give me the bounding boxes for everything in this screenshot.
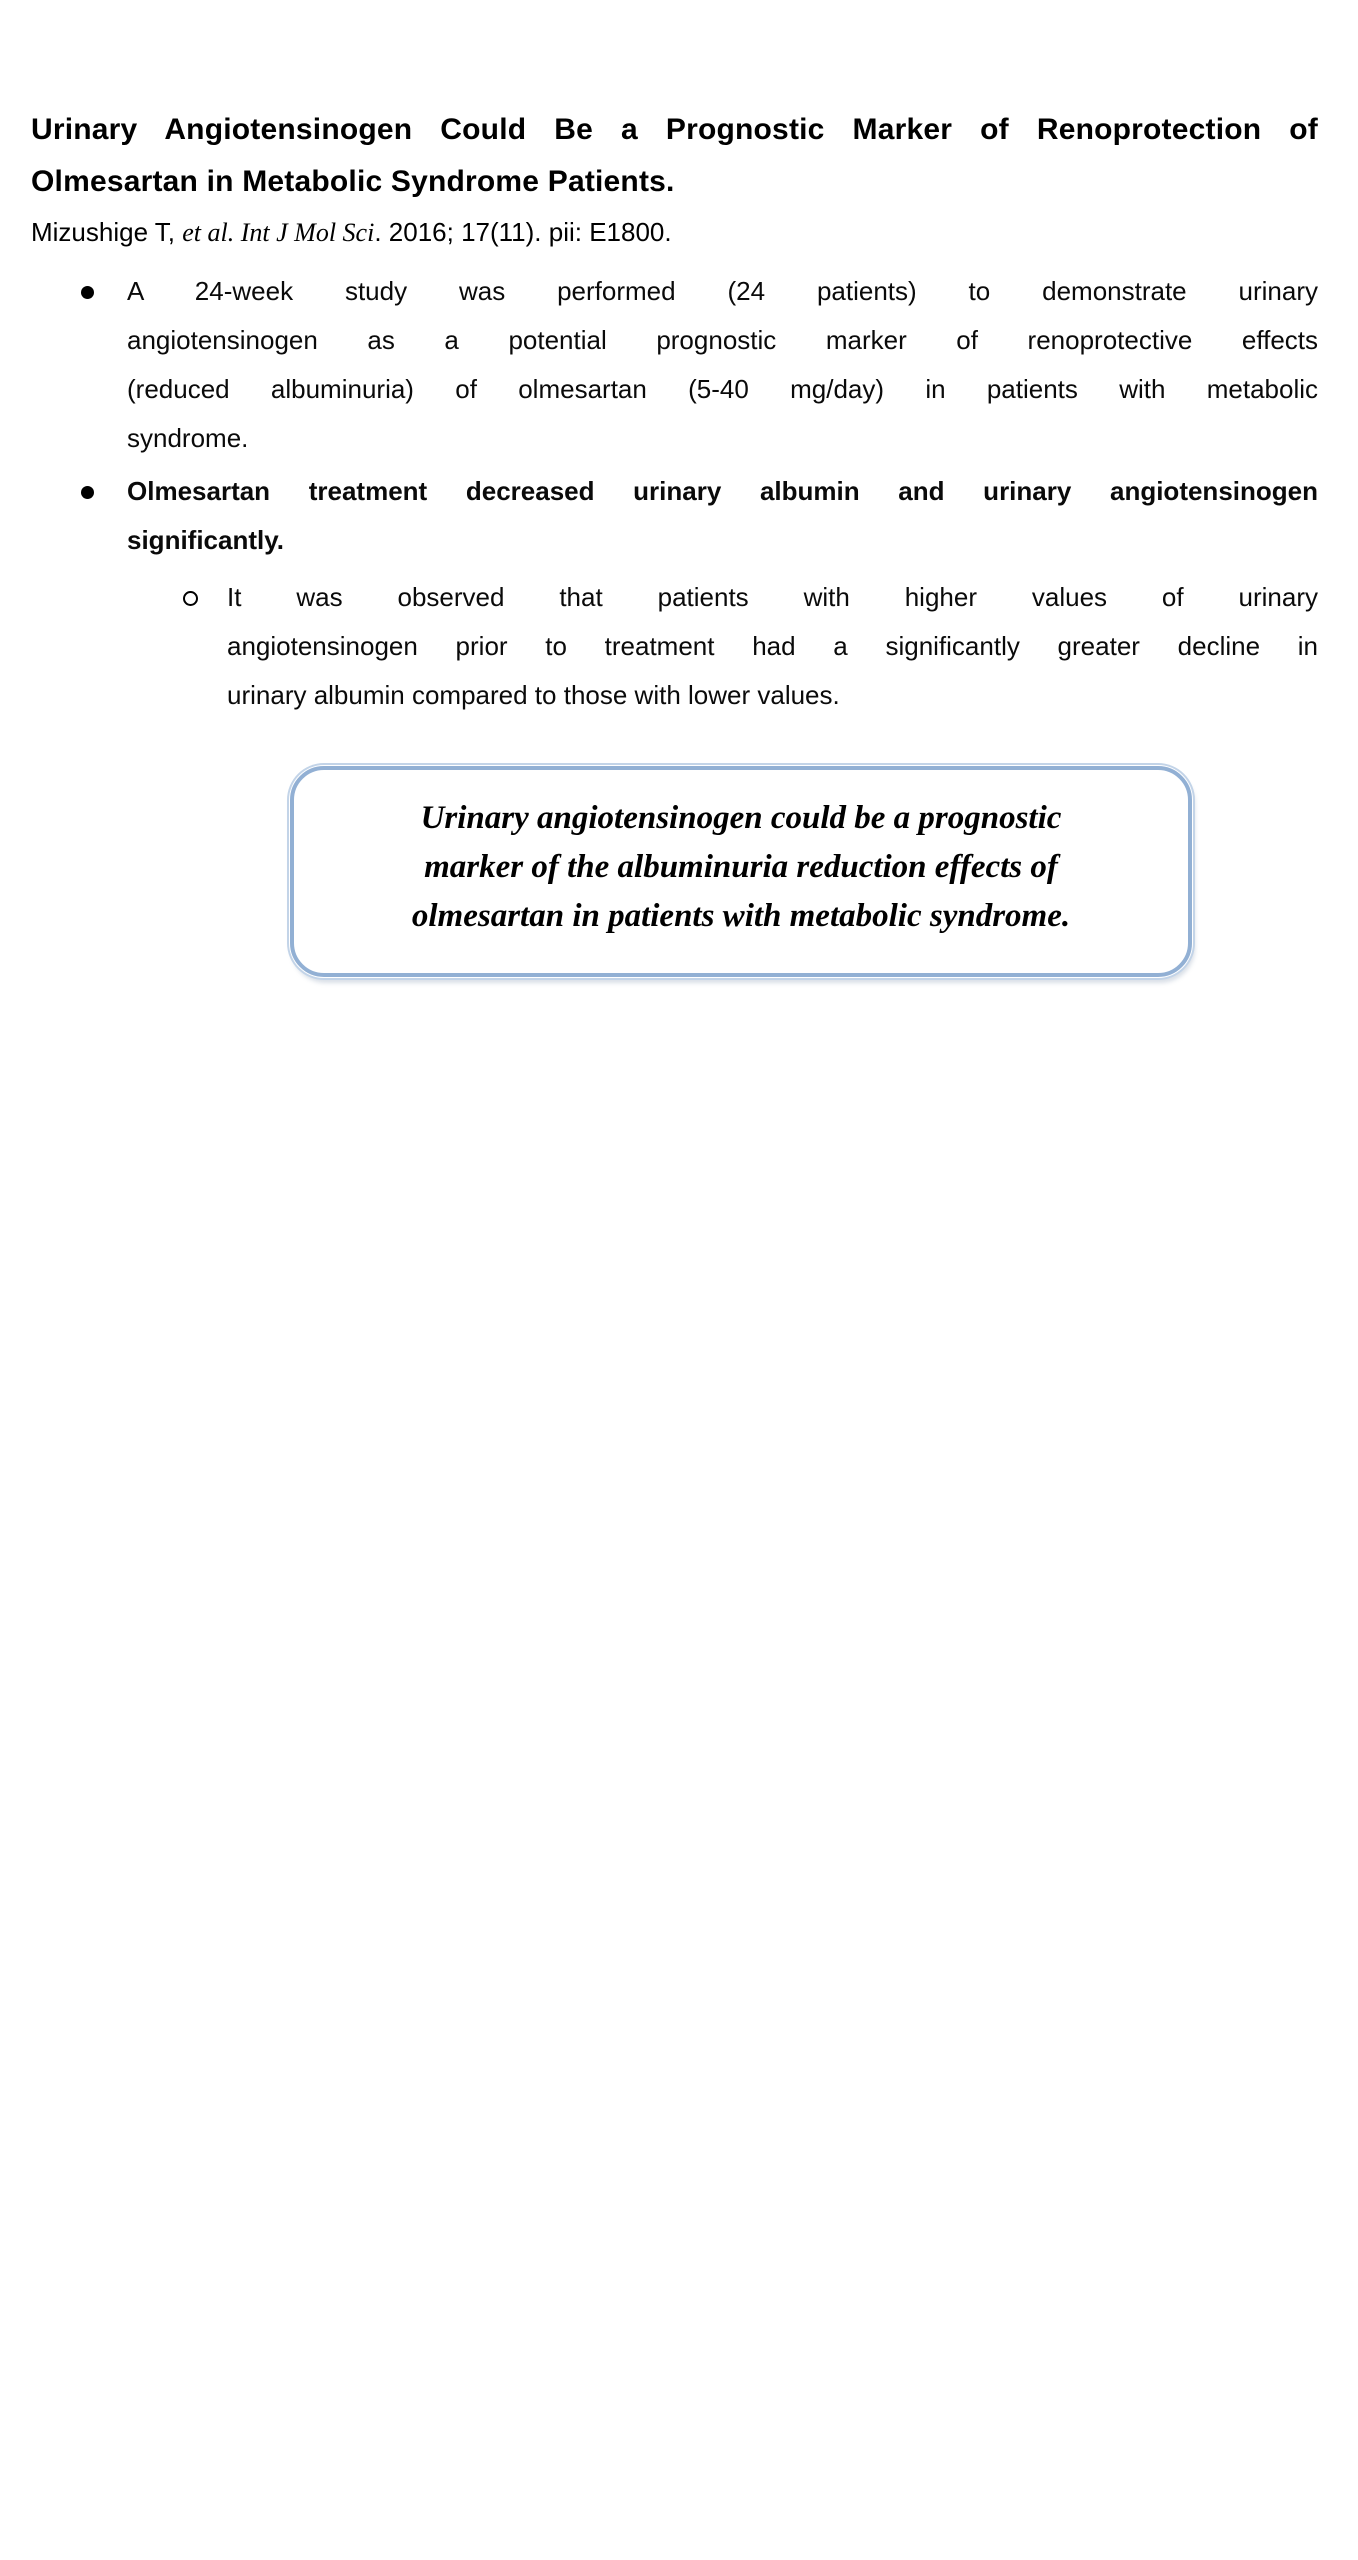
paper-title: Urinary Angiotensinogen Could Be a Prognostic Marker of Renoprotection of Olmesartan in Metabolic Syndrome Patients.	[31, 113, 1318, 198]
citation-details: . 2016; 17(11). pii: E1800.	[374, 217, 672, 247]
bullet-dot-icon	[81, 486, 94, 499]
bullet-text-study: A 24-week study was performed (24 patients) to demonstrate urinary angiotensinogen as a potential prognostic marker of renoprotective effects (reduced albuminuria) of olmesartan (5-40 mg/day) in patients with metabolic syndrome.	[127, 276, 1318, 453]
sub-bullet-text-observation: It was observed that patients with higher values of urinary angiotensinogen prior to treatment had a significantly greater decline in urinary albumin compared to those with lower values.	[227, 582, 1318, 710]
citation	[31, 214, 1318, 251]
bullet-point-result	[31, 467, 1318, 565]
document-page	[0, 0, 1358, 977]
sub-bullet-point-observation	[31, 573, 1318, 720]
bullet-text-result: Olmesartan treatment decreased urinary albumin and urinary angiotensinogen significantly.	[127, 476, 1318, 555]
circle-bullet-icon	[183, 591, 198, 606]
citation-journal: et al. Int J Mol Sci	[182, 218, 375, 247]
citation-author: Mizushige T,	[31, 217, 183, 247]
bullet-dot-icon	[81, 286, 94, 299]
bullet-point-study	[31, 267, 1318, 463]
conclusion-callout	[290, 766, 1192, 977]
summary-list	[31, 267, 1318, 720]
conclusion-text: Urinary angiotensinogen could be a prognostic marker of the albuminuria reduction effects of olmesartan in patients with metabolic syndrome.	[411, 800, 1071, 934]
